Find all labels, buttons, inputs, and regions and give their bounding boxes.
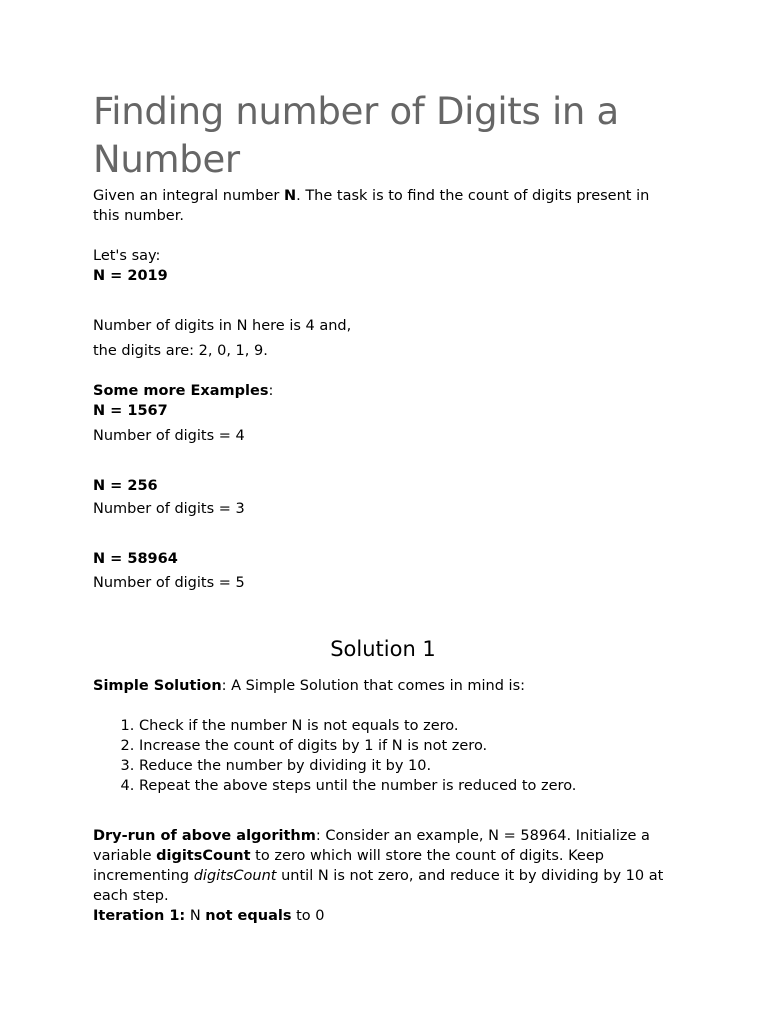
example-1-n-value: N = 1567 bbox=[93, 403, 168, 419]
step-item: 2. Increase the count of digits by 1 if N is not zero. bbox=[139, 736, 673, 756]
steps-list bbox=[93, 716, 673, 796]
step-item: 4. Repeat the above steps until the number is reduced to zero. bbox=[139, 776, 673, 796]
dryrun-var-italic: digitsCount bbox=[193, 868, 277, 884]
lets-say-text: Let's say: bbox=[93, 248, 161, 264]
dryrun-var-bold: digitsCount bbox=[156, 848, 251, 864]
simple-solution-paragraph bbox=[93, 676, 673, 696]
example-2-n-value: N = 256 bbox=[93, 478, 158, 494]
example-1-n bbox=[93, 401, 673, 421]
iteration-1-line bbox=[93, 906, 673, 926]
dryrun-text-2: to zero which will store the count of digits. Keep incrementing bbox=[93, 848, 604, 884]
explain-line-1: Number of digits in N here is 4 and, bbox=[93, 318, 352, 334]
more-examples-bold: Some more Examples bbox=[93, 383, 269, 399]
solution-heading: Solution 1 bbox=[330, 637, 436, 661]
document-content bbox=[93, 88, 673, 926]
example-n-value: N = 2019 bbox=[93, 268, 168, 284]
example-3-result: Number of digits = 5 bbox=[93, 575, 245, 591]
dryrun-paragraph bbox=[93, 826, 673, 906]
dryrun-text-3: until N is not zero, and reduce it by dividing by 10 at each step. bbox=[93, 868, 664, 904]
step-item: 3. Reduce the number by dividing it by 10. bbox=[139, 756, 673, 776]
iteration-label: Iteration 1: bbox=[93, 908, 186, 924]
intro-paragraph bbox=[93, 186, 673, 226]
explain-line-2: the digits are: 2, 0, 1, 9. bbox=[93, 343, 268, 359]
step-item: 1. Check if the number N is not equals to zero. bbox=[139, 716, 673, 736]
more-examples-label bbox=[93, 381, 673, 401]
page-title: Finding number of Digits in a Number bbox=[93, 90, 619, 181]
example-2-n bbox=[93, 476, 673, 496]
intro-suffix: . The task is to find the count of digits present in this number. bbox=[93, 188, 650, 224]
intro-bold-n: N bbox=[283, 188, 297, 204]
example-2-result: Number of digits = 3 bbox=[93, 501, 245, 517]
more-examples-colon: : bbox=[268, 383, 274, 399]
simple-solution-label: Simple Solution bbox=[93, 678, 222, 694]
dryrun-label: Dry-run of above algorithm bbox=[93, 828, 316, 844]
intro-prefix: Given an integral number bbox=[93, 188, 284, 204]
example-1-result: Number of digits = 4 bbox=[93, 428, 245, 444]
iteration-bold: not equals bbox=[205, 908, 292, 924]
iteration-text-2: to 0 bbox=[291, 908, 325, 924]
example-3-n bbox=[93, 549, 673, 569]
example-n-2019 bbox=[93, 266, 673, 286]
example-3-n-value: N = 58964 bbox=[93, 551, 178, 567]
simple-solution-text: : A Simple Solution that comes in mind is: bbox=[221, 678, 526, 694]
iteration-text-1: N bbox=[185, 908, 206, 924]
dryrun-text-1: : Consider an example, N = 58964. Initialize a variable bbox=[93, 828, 650, 864]
